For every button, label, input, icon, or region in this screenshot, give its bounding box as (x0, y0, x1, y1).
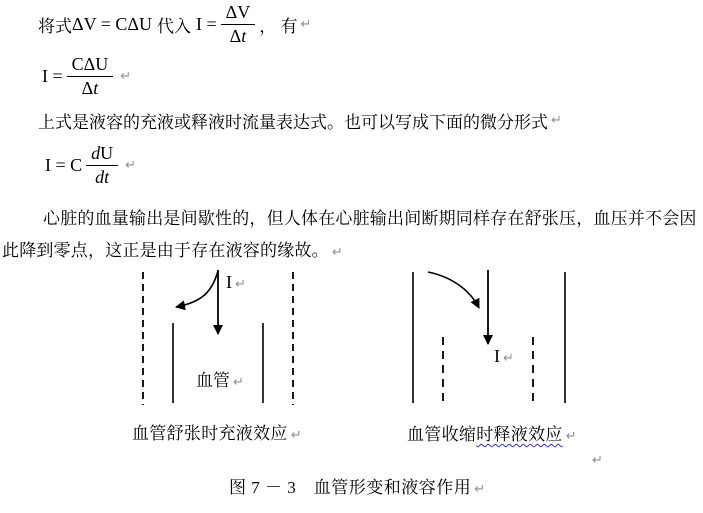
formula-2 (42, 52, 131, 100)
current-label-right: I ↵ (494, 346, 514, 366)
paragraph-mark: ↵ (120, 68, 132, 84)
fraction-denominator: Δt (229, 25, 247, 46)
vessel-diagrams (0, 262, 703, 412)
paragraph-mark: ↵ (290, 428, 302, 443)
discharging-curved-arrow (428, 272, 479, 308)
figure-7-3 (0, 262, 703, 513)
charging-curved-arrow (176, 271, 218, 307)
line1-infix: 代入 (156, 16, 191, 36)
paragraph-mark: ↵ (551, 112, 562, 128)
fraction-numerator: ΔV (221, 2, 256, 25)
paragraph-mark: ↵ (503, 351, 514, 366)
line1-prefix: 将式 (38, 16, 72, 36)
paragraph-mark: ↵ (331, 245, 343, 260)
line1-suffix: ， 有 (259, 16, 298, 36)
fraction-denominator: Δt (81, 77, 99, 98)
formula2-lhs: I = (42, 65, 63, 86)
line1-equation: ΔV = CΔU (72, 13, 152, 34)
left-diagram-caption: 血管舒张时充液效应 ↵ (132, 424, 302, 443)
paragraph-text: 心脏的血量输出是间歇性的，但人体在心脏输出间断期同样存在舒张压，血压并不会因此降到零点，这正是由于存在液容的缘故。 (2, 209, 697, 260)
line3-text: 上式是液容的充液或释液时流量表达式。也可以写成下面的微分形式 (38, 112, 548, 132)
spellcheck-wavy-underline: 时释液效应 (476, 425, 563, 444)
fraction-dv-dt (221, 2, 256, 46)
paragraph-mark: ↵ (565, 429, 577, 444)
fraction-numerator: CΔU (67, 54, 114, 77)
paragraph-mark: ↵ (300, 16, 312, 32)
line1-lhs: I = (195, 13, 217, 34)
fraction-denominator: dt (95, 166, 110, 187)
fraction-du-dt (86, 143, 118, 187)
current-label-left: I ↵ (226, 272, 246, 292)
formula4-lhs: I = C (45, 154, 83, 175)
formula-line-1 (38, 0, 311, 48)
paragraph-mark: ↵ (474, 482, 486, 497)
text-line-3 (38, 108, 562, 132)
body-paragraph (2, 203, 701, 269)
figure-caption: 图 7 － 3 血管形变和液容作用 ↵ (229, 478, 486, 497)
paragraph-mark: ↵ (125, 157, 137, 173)
fraction-numerator: dU (86, 143, 118, 166)
formula-4 (45, 140, 136, 190)
empty-paragraph-mark: ↵ (592, 453, 603, 468)
vessel-label: 血管 ↵ (196, 371, 244, 390)
paragraph-mark: ↵ (233, 375, 244, 390)
fraction-cdu-dt (67, 54, 114, 98)
paragraph-mark: ↵ (235, 277, 246, 292)
right-diagram-caption: 血管收缩时释液效应 ↵ (407, 425, 577, 444)
